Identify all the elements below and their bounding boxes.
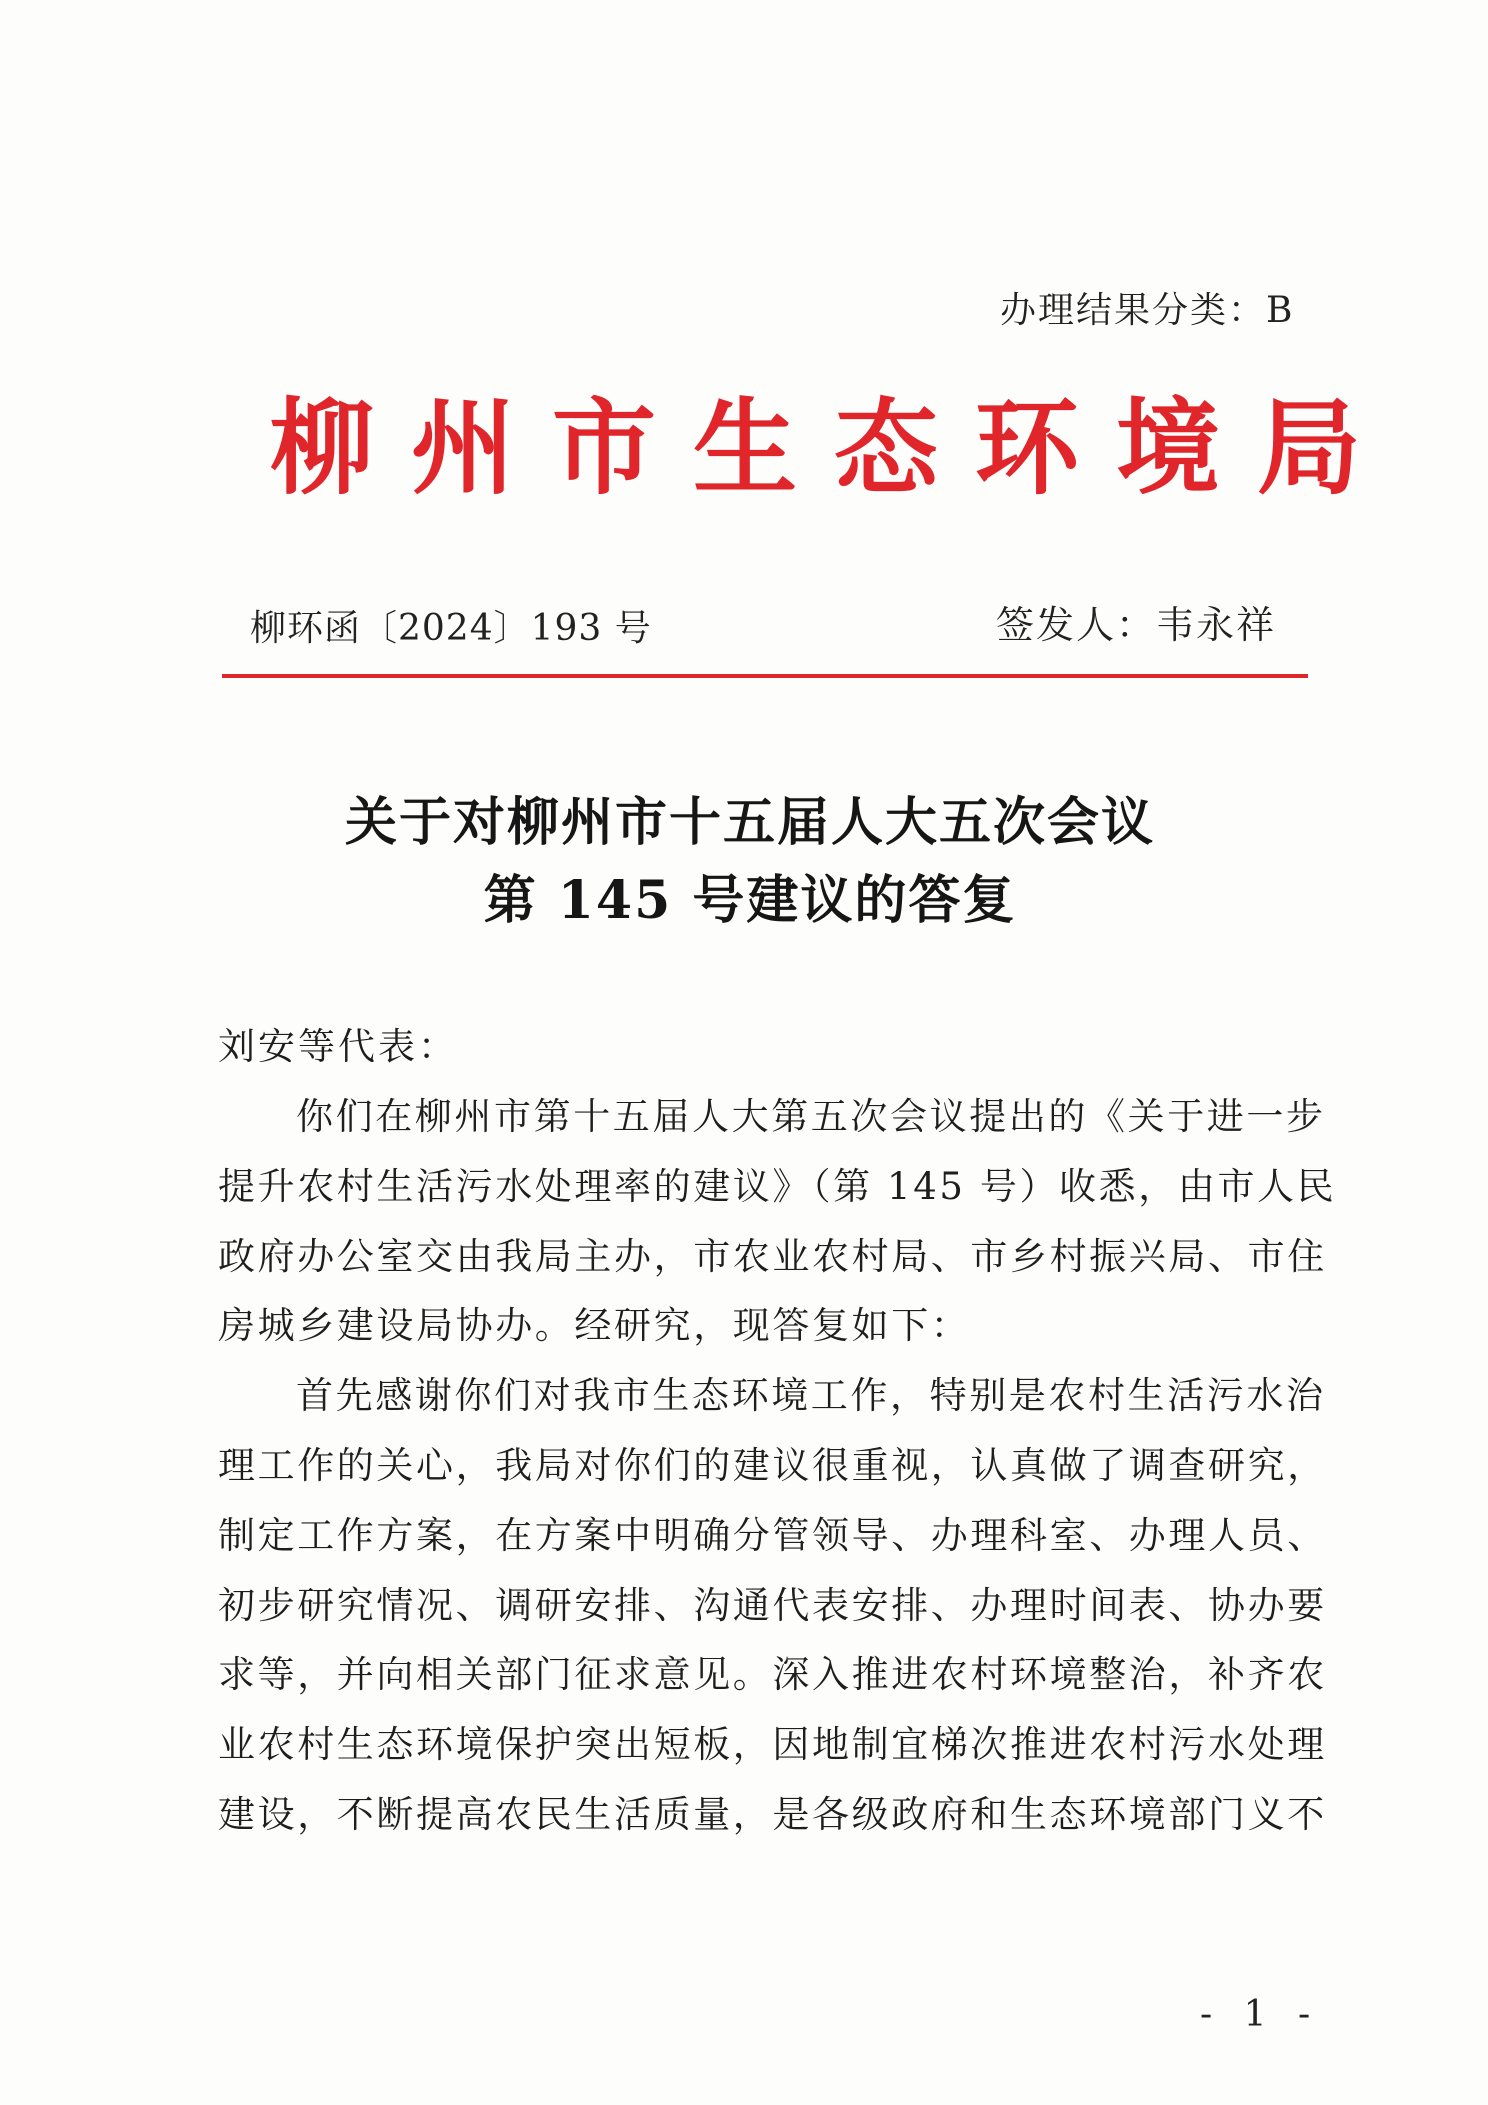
body-line: 你们在柳州市第十五届人大第五次会议提出的《关于进一步 <box>296 1095 1326 1138</box>
body-line: 提升农村生活污水处理率的建议》（第 145 号）收悉，由市人民 <box>218 1164 1337 1208</box>
handling-result-classification: 办理结果分类：B <box>1000 290 1295 331</box>
document-title <box>200 784 1300 940</box>
document-number: 柳环函〔2024〕193 号 <box>250 608 652 649</box>
salutation: 刘安等代表： <box>218 1025 458 1068</box>
body-line: 初步研究情况、调研安排、沟通代表安排、办理时间表、协办要 <box>218 1583 1327 1627</box>
body-line: 房城乡建设局协办。经研究，现答复如下： <box>218 1304 971 1348</box>
document-title-line-1: 关于对柳州市十五届人大五次会议 <box>344 792 1155 853</box>
document-title-line-2: 第 145 号建议的答复 <box>483 870 1017 931</box>
page-number: - 1 - <box>1200 1994 1321 2035</box>
issuer-signatory: 签发人：韦永祥 <box>996 603 1277 647</box>
body-line: 理工作的关心，我局对你们的建议很重视，认真做了调查研究， <box>218 1443 1327 1487</box>
body-line: 首先感谢你们对我市生态环境工作，特别是农村生活污水治 <box>296 1374 1326 1418</box>
body-line: 制定工作方案，在方案中明确分管领导、办理科室、办理人员、 <box>218 1513 1327 1557</box>
body-line: 建设，不断提高农民生活质量，是各级政府和生态环境部门义不 <box>218 1792 1327 1836</box>
body-line: 政府办公室交由我局主办，市农业农村局、市乡村振兴局、市住 <box>218 1234 1327 1278</box>
body-line: 求等，并向相关部门征求意见。深入推进农村环境整治，补齐农 <box>218 1653 1327 1697</box>
red-divider-line <box>222 674 1308 678</box>
issuing-organization-masthead: 柳州市生态环境局 <box>270 386 1399 509</box>
body-line: 业农村生态环境保护突出短板，因地制宜梯次推进农村污水处理 <box>218 1723 1327 1767</box>
body-text <box>218 1082 1337 1850</box>
